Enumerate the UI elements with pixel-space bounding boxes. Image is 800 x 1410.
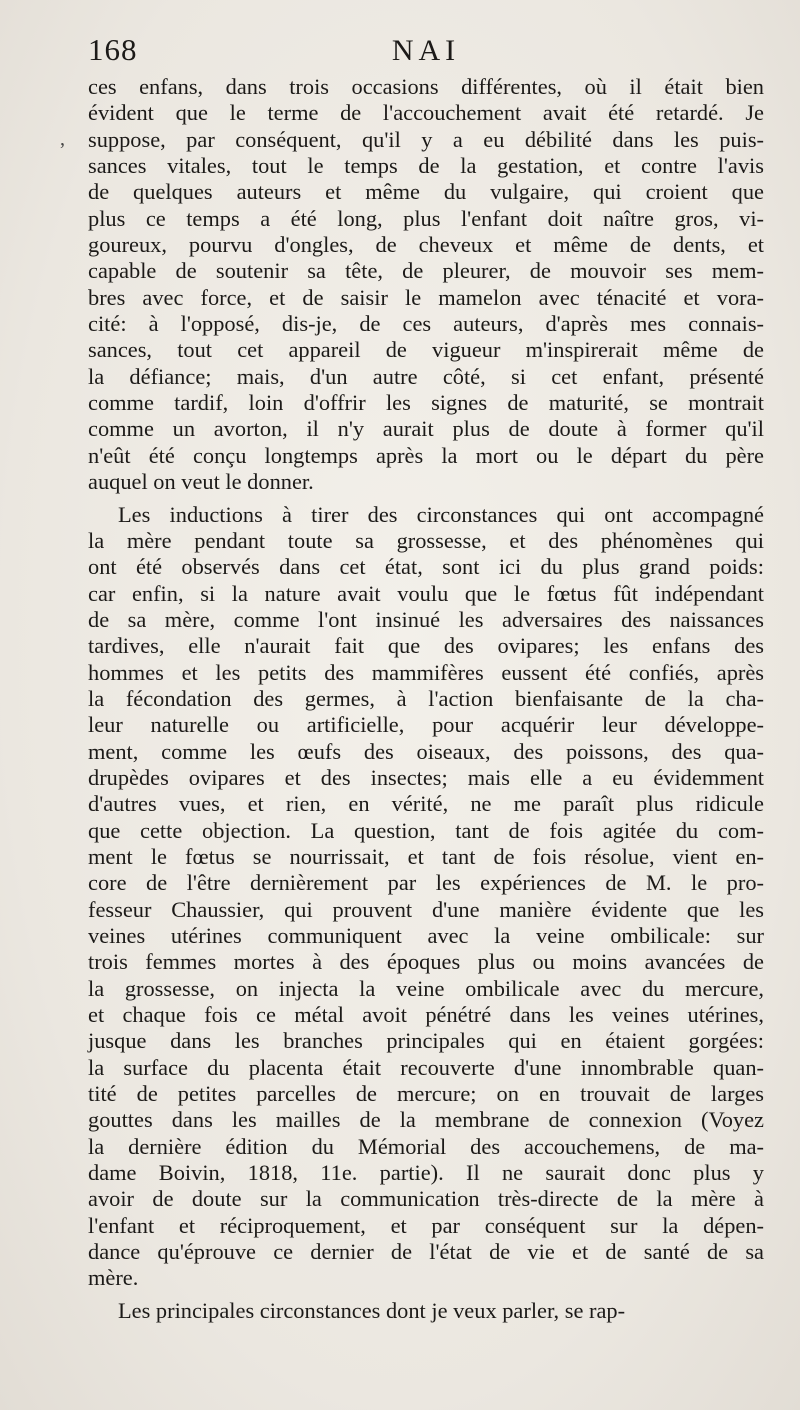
text-line: la dernière édition du Mémorial des accouchemens, de ma- — [88, 1133, 764, 1159]
page-header — [88, 32, 764, 72]
text-line: de quelques auteurs et même du vulgaire, qui croient que — [88, 179, 764, 205]
text-line: que cette objection. La question, tant de fois agitée du com- — [88, 817, 764, 843]
margin-mark: , — [60, 128, 65, 150]
text-line: la grossesse, on injecta la veine ombilicale avec du mercure, — [88, 975, 764, 1001]
text-line: dance qu'éprouve ce dernier de l'état de vie et de santé de sa — [88, 1239, 764, 1265]
text-line: de sa mère, comme l'ont insinué les adversaires des naissances — [88, 606, 764, 632]
text-line: leur naturelle ou artificielle, pour acquérir leur développe- — [88, 712, 764, 738]
text-line: la défiance; mais, d'un autre côté, si cet enfant, présenté — [88, 363, 764, 389]
text-line: bres avec force, et de saisir le mamelon avec ténacité et vora- — [88, 284, 764, 310]
paragraph — [88, 502, 764, 1292]
text-line: mère. — [88, 1265, 139, 1291]
text-line: goureux, pourvu d'ongles, de cheveux et même de dents, et — [88, 232, 764, 258]
text-line: Les inductions à tirer des circonstances qui ont accompagné — [118, 501, 764, 527]
text-line: capable de soutenir sa tête, de pleurer, de mouvoir ses mem- — [88, 258, 764, 284]
text-line: évident que le terme de l'accouchement avait été retardé. Je — [88, 100, 764, 126]
text-line: gouttes dans les mailles de la membrane de connexion (Voyez — [88, 1107, 764, 1133]
text-line: auquel on veut le donner. — [88, 469, 314, 495]
text-line: hommes et les petits des mammifères eussent été confiés, après — [88, 659, 764, 685]
text-line: plus ce temps a été long, plus l'enfant doit naître gros, vi- — [88, 205, 764, 231]
text-line: l'enfant et réciproquement, et par conséquent sur la dépen- — [88, 1212, 764, 1238]
running-head: NAI — [391, 34, 461, 67]
text-line: sances, tout cet appareil de vigueur m'inspirerait même de — [88, 337, 764, 363]
text-line: ment le fœtus se nourrissait, et tant de fois résolue, vient en- — [88, 843, 764, 869]
text-line: tardives, elle n'aurait fait que des ovipares; les enfans des — [88, 633, 764, 659]
page-number: 168 — [88, 32, 138, 67]
text-line: suppose, par conséquent, qu'il y a eu débilité dans les puis- — [88, 126, 764, 152]
text-line: ont été observés dans cet état, sont ici du plus grand poids: — [88, 554, 764, 580]
text-line: fesseur Chaussier, qui prouvent d'une manière évidente que les — [88, 896, 764, 922]
text-line: la surface du placenta était recouverte d'une innombrable quan- — [88, 1054, 764, 1080]
body-text — [88, 74, 764, 1324]
text-line: trois femmes mortes à des époques plus ou moins avancées de — [88, 949, 764, 975]
text-line: ment, comme les œufs des oiseaux, des poissons, des qua- — [88, 738, 764, 764]
text-line: dame Boivin, 1818, 11e. partie). Il ne saurait donc plus y — [88, 1160, 764, 1186]
text-line: drupèdes ovipares et des insectes; mais elle a eu évidemment — [88, 764, 764, 790]
text-line: la mère pendant toute sa grossesse, et des phénomènes qui — [88, 527, 764, 553]
paragraph — [88, 74, 764, 496]
text-line: comme tardif, loin d'offrir les signes de maturité, se montrait — [88, 390, 764, 416]
text-line: car enfin, si la nature avait voulu que le fœtus fût indépendant — [88, 580, 764, 606]
text-line: core de l'être dernièrement par les expériences de M. le pro- — [88, 870, 764, 896]
text-line: d'autres vues, et rien, en vérité, ne me paraît plus ridicule — [88, 791, 764, 817]
text-line: la fécondation des germes, à l'action bienfaisante de la cha- — [88, 685, 764, 711]
text-line: Les principales circonstances dont je veux parler, se rap- — [118, 1297, 626, 1323]
text-line: veines utérines communiquent avec la veine ombilicale: sur — [88, 923, 764, 948]
text-line: cité: à l'opposé, dis-je, de ces auteurs, d'après mes connais- — [88, 311, 764, 337]
text-line: et chaque fois ce métal avoit pénétré dans les veines utérines, — [88, 1002, 764, 1028]
text-line: tité de petites parcelles de mercure; on en trouvait de larges — [88, 1081, 764, 1107]
text-line: avoir de doute sur la communication très-directe de la mère à — [88, 1186, 764, 1212]
text-line: ces enfans, dans trois occasions différentes, où il était bien — [88, 74, 764, 99]
text-line: sances vitales, tout le temps de la gestation, et contre l'avis — [88, 153, 764, 179]
text-line: n'eût été conçu longtemps après la mort ou le départ du père — [88, 442, 764, 468]
text-line: jusque dans les branches principales qui en étaient gorgées: — [88, 1028, 764, 1054]
text-line: comme un avorton, il n'y aurait plus de doute à former qu'il — [88, 416, 764, 442]
paragraph — [88, 1298, 764, 1324]
